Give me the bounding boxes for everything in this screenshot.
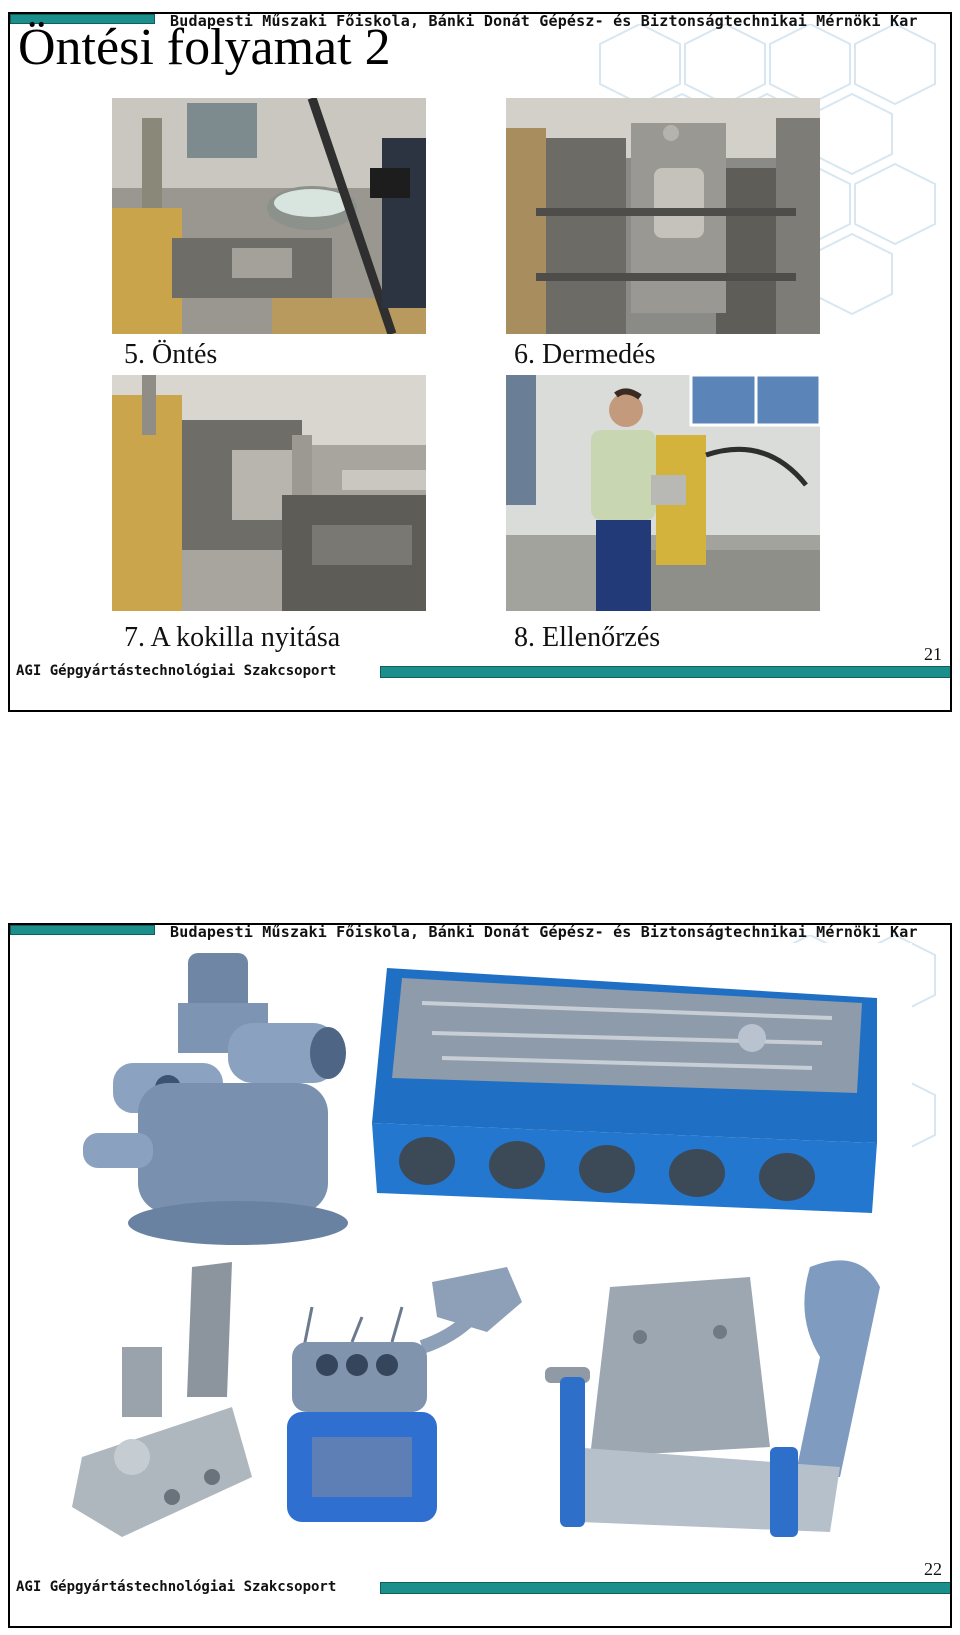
photo-die-opening xyxy=(112,375,426,611)
footer-accent-bar xyxy=(380,666,952,678)
slide-title: Öntési folyamat 2 xyxy=(18,19,391,76)
header-accent-bar xyxy=(10,925,155,935)
footer-accent-bar xyxy=(380,1582,952,1594)
institution-header: Budapesti Műszaki Főiskola, Bánki Donát Gépész- és Biztonságtechnikai Mérnöki Kar xyxy=(170,923,918,941)
photo-inspection xyxy=(506,375,820,611)
photo-cast-manifold-housing xyxy=(352,943,912,1243)
institution-header: Budapesti Műszaki Főiskola, Bánki Donát Gépész- és Biztonságtechnikai Mérnöki Kar xyxy=(170,12,918,30)
caption-inspection: 8. Ellenőrzés xyxy=(514,622,661,653)
footer-text: AGI Gépgyártástechnológiai Szakcsoport xyxy=(16,663,337,679)
caption-pouring: 5. Öntés xyxy=(124,339,218,370)
page-number: 21 xyxy=(924,644,942,664)
caption-die-opening: 7. A kokilla nyitása xyxy=(124,622,341,653)
footer-text: AGI Gépgyártástechnológiai Szakcsoport xyxy=(16,1579,337,1595)
page-number: 22 xyxy=(924,1559,942,1579)
photo-cast-bracket xyxy=(540,1247,912,1547)
slide-22 xyxy=(8,923,952,1628)
photo-cast-valve-body xyxy=(68,943,348,1263)
photo-cast-pump-housing xyxy=(272,1247,532,1547)
photo-cast-lever-part xyxy=(62,1247,262,1547)
photo-casting-pouring xyxy=(112,98,426,334)
caption-solidification: 6. Dermedés xyxy=(514,339,656,370)
slide-21 xyxy=(8,12,952,712)
photo-solidification xyxy=(506,98,820,334)
